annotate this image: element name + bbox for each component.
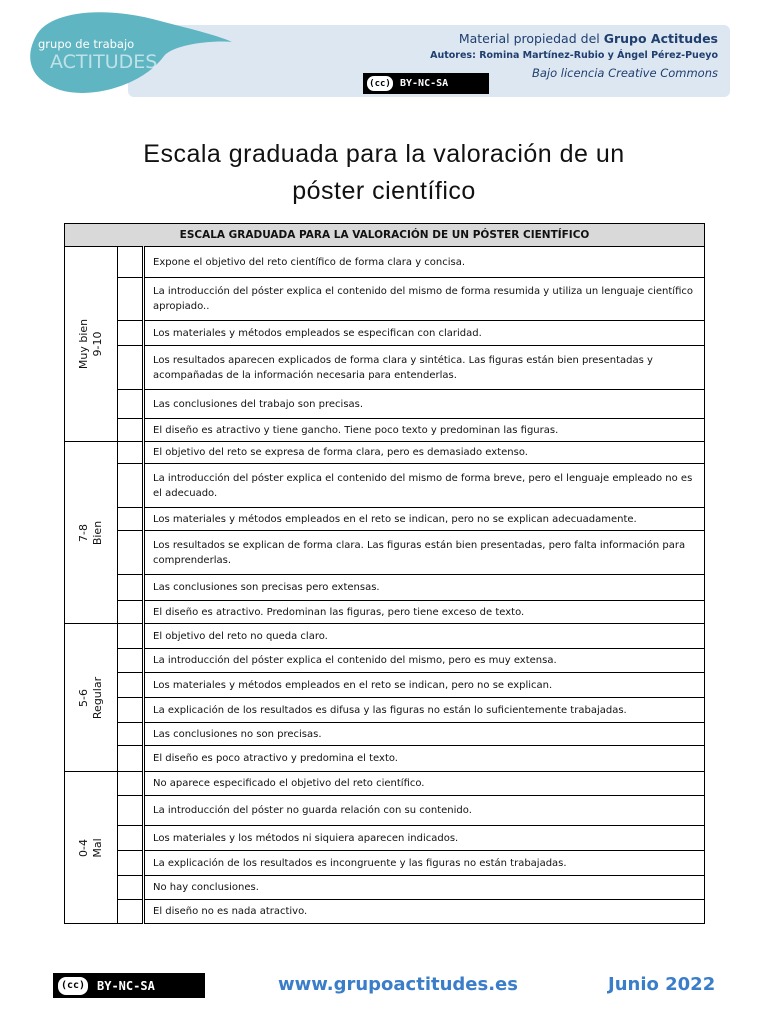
rubric-row bbox=[65, 419, 705, 442]
score-cell bbox=[118, 390, 144, 419]
grade-label-line2: Regular bbox=[91, 676, 104, 719]
license-code: BY-NC-SA bbox=[97, 978, 155, 993]
score-cell bbox=[118, 321, 144, 346]
rubric-row bbox=[65, 673, 705, 698]
rubric-row bbox=[65, 442, 705, 464]
score-cell bbox=[118, 575, 144, 601]
page-title: Escala graduada para la valoración de un póster científico bbox=[143, 140, 625, 205]
criterion-cell: El diseño es atractivo. Predominan las figuras, pero tiene exceso de texto. bbox=[144, 601, 705, 624]
grade-cell bbox=[65, 442, 118, 624]
grade-cell bbox=[65, 772, 118, 924]
rubric-row bbox=[65, 531, 705, 575]
cc-icon: (cc) bbox=[57, 976, 89, 996]
logo-line2: ACTITUDES bbox=[50, 51, 158, 73]
score-cell bbox=[118, 900, 144, 924]
score-cell bbox=[118, 346, 144, 390]
score-cell bbox=[118, 601, 144, 624]
rubric-row bbox=[65, 247, 705, 278]
grade-label-line1: 7-8 bbox=[77, 523, 90, 542]
criterion-cell: Los materiales y métodos empleados en el reto se indican, pero no se explican adecuadamente. bbox=[144, 508, 705, 531]
footer-date: Junio 2022 bbox=[608, 974, 716, 995]
grade-label-line1: 0-4 bbox=[77, 838, 90, 857]
rubric-row bbox=[65, 321, 705, 346]
grade-cell bbox=[65, 624, 118, 772]
rubric-row bbox=[65, 826, 705, 851]
grade-label-line2: Bien bbox=[91, 520, 104, 545]
score-cell bbox=[118, 723, 144, 746]
score-cell bbox=[118, 624, 144, 649]
cc-license-badge-bottom bbox=[53, 973, 205, 998]
criterion-cell: Los resultados aparecen explicados de forma clara y sintética. Las figuras están bien presentadas y acompañadas de la información necesaria para entenderlas. bbox=[144, 346, 705, 390]
criterion-cell: Los materiales y métodos empleados en el reto se indican, pero no se explican. bbox=[144, 673, 705, 698]
score-cell bbox=[118, 419, 144, 442]
score-cell bbox=[118, 772, 144, 796]
cc-license-badge-top bbox=[363, 73, 489, 94]
rubric-row bbox=[65, 796, 705, 826]
rubric-row bbox=[65, 746, 705, 772]
criterion-cell: El diseño no es nada atractivo. bbox=[144, 900, 705, 924]
rubric-row bbox=[65, 278, 705, 321]
rubric-body bbox=[65, 247, 705, 924]
criterion-cell: La introducción del póster no guarda relación con su contenido. bbox=[144, 796, 705, 826]
rubric-row bbox=[65, 723, 705, 746]
criterion-cell: Los resultados se explican de forma clara. Las figuras están bien presentadas, pero falta información para comprenderlas. bbox=[144, 531, 705, 575]
license-line: Bajo licencia Creative Commons bbox=[531, 66, 718, 80]
score-cell bbox=[118, 464, 144, 508]
criterion-cell: No hay conclusiones. bbox=[144, 876, 705, 900]
table-header: ESCALA GRADUADA PARA LA VALORACIÓN DE UN PÓSTER CIENTÍFICO bbox=[65, 224, 705, 247]
license-code: BY-NC-SA bbox=[400, 78, 449, 89]
rubric-row bbox=[65, 698, 705, 723]
criterion-cell: Las conclusiones del trabajo son precisas. bbox=[144, 390, 705, 419]
score-cell bbox=[118, 278, 144, 321]
rubric-row bbox=[65, 624, 705, 649]
grade-label bbox=[77, 676, 105, 718]
score-cell bbox=[118, 508, 144, 531]
grade-label bbox=[77, 319, 105, 369]
grade-cell bbox=[65, 247, 118, 442]
rubric-table bbox=[64, 223, 705, 924]
score-cell bbox=[118, 247, 144, 278]
score-cell bbox=[118, 796, 144, 826]
rubric-row bbox=[65, 464, 705, 508]
score-cell bbox=[118, 746, 144, 772]
grade-label bbox=[77, 520, 105, 544]
rubric-row bbox=[65, 649, 705, 673]
score-cell bbox=[118, 876, 144, 900]
ownership-line: Material propiedad del Grupo Actitudes bbox=[458, 31, 718, 46]
rubric-row bbox=[65, 876, 705, 900]
authors-line: Autores: Romina Martínez-Rubio y Ángel Pérez-Pueyo bbox=[430, 50, 718, 61]
score-cell bbox=[118, 851, 144, 876]
rubric-row bbox=[65, 601, 705, 624]
grade-label bbox=[77, 838, 105, 857]
score-cell bbox=[118, 531, 144, 575]
cc-icon: (cc) bbox=[366, 75, 394, 92]
score-cell bbox=[118, 826, 144, 851]
criterion-cell: La introducción del póster explica el contenido del mismo de forma resumida y utiliza un lenguaje científico apropiado.. bbox=[144, 278, 705, 321]
website-link[interactable]: www.grupoactitudes.es bbox=[278, 974, 518, 995]
rubric-row bbox=[65, 851, 705, 876]
criterion-cell: El objetivo del reto se expresa de forma clara, pero es demasiado extenso. bbox=[144, 442, 705, 464]
grade-label-line2: Mal bbox=[91, 837, 104, 858]
logo-line1: grupo de trabajo bbox=[38, 37, 135, 51]
criterion-cell: La explicación de los resultados es incongruente y las figuras no están trabajadas. bbox=[144, 851, 705, 876]
score-cell bbox=[118, 442, 144, 464]
rubric-row bbox=[65, 900, 705, 924]
grade-label-line2: 9-10 bbox=[91, 331, 104, 357]
criterion-cell: La explicación de los resultados es difusa y las figuras no están lo suficientemente trabajadas. bbox=[144, 698, 705, 723]
rubric-row bbox=[65, 575, 705, 601]
criterion-cell: Los materiales y métodos empleados se especifican con claridad. bbox=[144, 321, 705, 346]
grade-label-line1: 5-6 bbox=[77, 688, 90, 707]
criterion-cell: La introducción del póster explica el contenido del mismo, pero es muy extensa. bbox=[144, 649, 705, 673]
grupo-actitudes-logo bbox=[14, 8, 234, 98]
rubric-row bbox=[65, 508, 705, 531]
rubric-row bbox=[65, 772, 705, 796]
criterion-cell: El diseño es poco atractivo y predomina el texto. bbox=[144, 746, 705, 772]
rubric-row bbox=[65, 390, 705, 419]
criterion-cell: El objetivo del reto no queda claro. bbox=[144, 624, 705, 649]
score-cell bbox=[118, 649, 144, 673]
criterion-cell: No aparece especificado el objetivo del reto científico. bbox=[144, 772, 705, 796]
criterion-cell: El diseño es atractivo y tiene gancho. Tiene poco texto y predominan las figuras. bbox=[144, 419, 705, 442]
score-cell bbox=[118, 673, 144, 698]
criterion-cell: Las conclusiones no son precisas. bbox=[144, 723, 705, 746]
grade-label-line1: Muy bien bbox=[77, 318, 90, 370]
rubric-row bbox=[65, 346, 705, 390]
criterion-cell: La introducción del póster explica el contenido del mismo de forma breve, pero el lenguaje empleado no es el adecuado. bbox=[144, 464, 705, 508]
criterion-cell: Las conclusiones son precisas pero extensas. bbox=[144, 575, 705, 601]
score-cell bbox=[118, 698, 144, 723]
criterion-cell: Los materiales y los métodos ni siquiera aparecen indicados. bbox=[144, 826, 705, 851]
criterion-cell: Expone el objetivo del reto científico de forma clara y concisa. bbox=[144, 247, 705, 278]
